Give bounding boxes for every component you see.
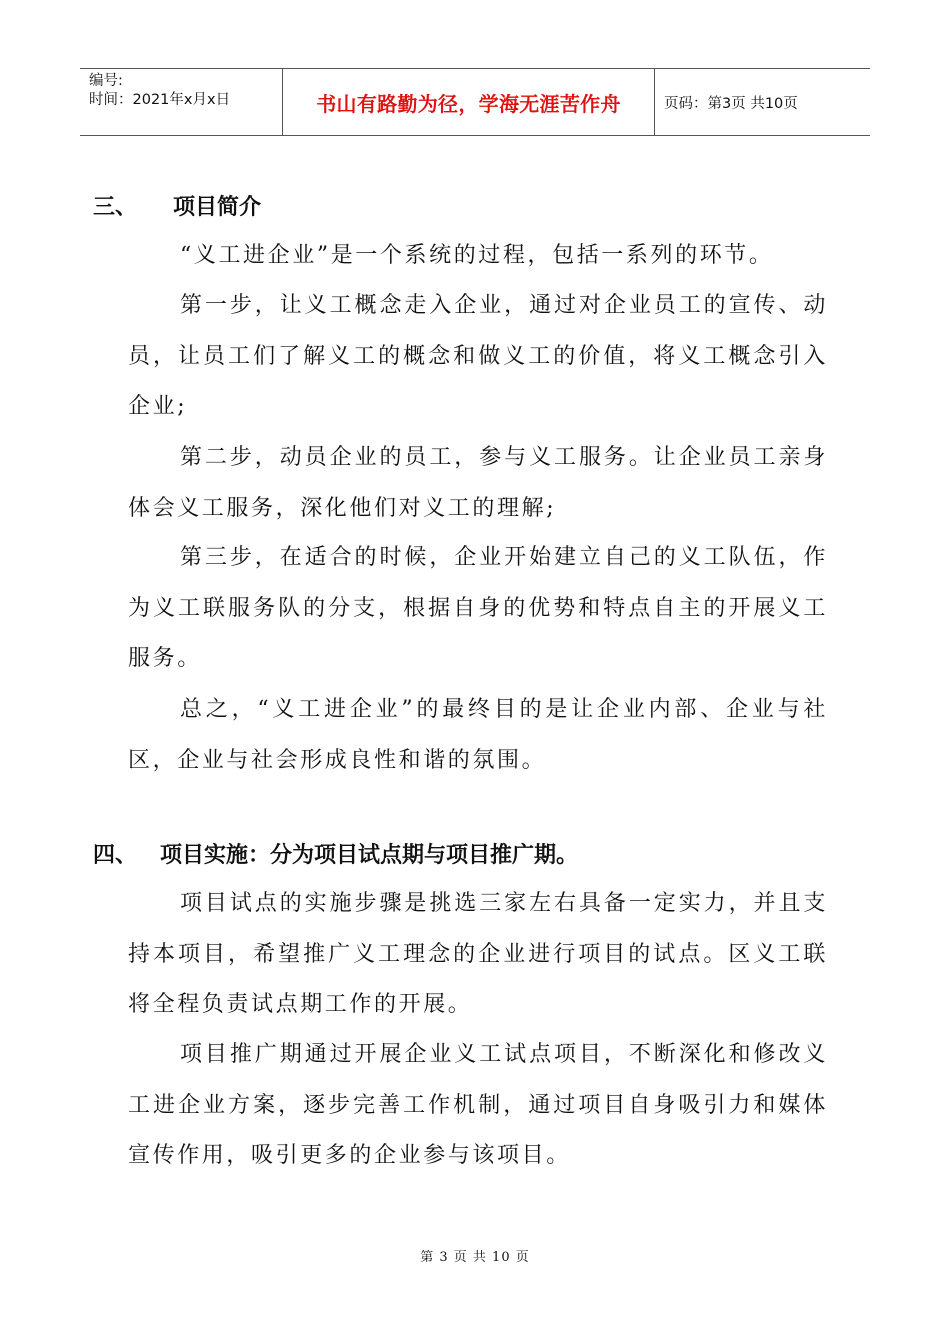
section-3-title: 项目简介 xyxy=(173,195,262,220)
document-header xyxy=(80,68,870,136)
section-3-number: 三、 xyxy=(93,195,138,220)
section-4-title: 项目实施：分为项目试点期与项目推广期。 xyxy=(160,843,579,868)
section-3-paragraph: 第二步，动员企业的员工，参与义工服务。让企业员工亲身体会义工服务，深化他们对义工的理解; xyxy=(128,445,828,521)
section-4-heading xyxy=(93,838,578,869)
header-motto-cell xyxy=(282,69,655,135)
section-3-heading xyxy=(93,190,261,221)
page-footer: 第 3 页 共 10 页 xyxy=(420,1250,530,1265)
section-3-paragraph: “义工进企业”是一个系统的过程，包括一系列的环节。 xyxy=(180,243,774,268)
header-meta xyxy=(80,69,282,135)
section-3-paragraph: 第三步，在适合的时候，企业开始建立自己的义工队伍，作为义工联服务队的分支，根据自身的优势和特点自主的开展义工服务。 xyxy=(128,545,828,671)
section-4-paragraph: 项目推广期通过开展企业义工试点项目，不断深化和修改义工进企业方案，逐步完善工作机制，通过项目自身吸引力和媒体宣传作用，吸引更多的企业参与该项目。 xyxy=(128,1042,828,1168)
section-4-number: 四、 xyxy=(93,843,138,868)
number-label: 编号: xyxy=(89,73,123,89)
motto-text: 书山有路勤为径，学海无涯苦作舟 xyxy=(316,91,621,116)
page-indicator: 页码：第3页 共10页 xyxy=(664,95,798,112)
section-3-paragraph: 第一步，让义工概念走入企业，通过对企业员工的宣传、动员，让员工们了解义工的概念和做义工的价值，将义工概念引入企业; xyxy=(128,293,828,419)
section-3-paragraph: 总之，“义工进企业”的最终目的是让企业内部、企业与社区，企业与社会形成良性和谐的氛围。 xyxy=(128,697,828,773)
section-4-paragraph: 项目试点的实施步骤是挑选三家左右具备一定实力，并且支持本项目，希望推广义工理念的企业进行项目的试点。区义工联将全程负责试点期工作的开展。 xyxy=(128,891,828,1017)
date-label: 时间：2021年x月x日 xyxy=(89,92,231,108)
